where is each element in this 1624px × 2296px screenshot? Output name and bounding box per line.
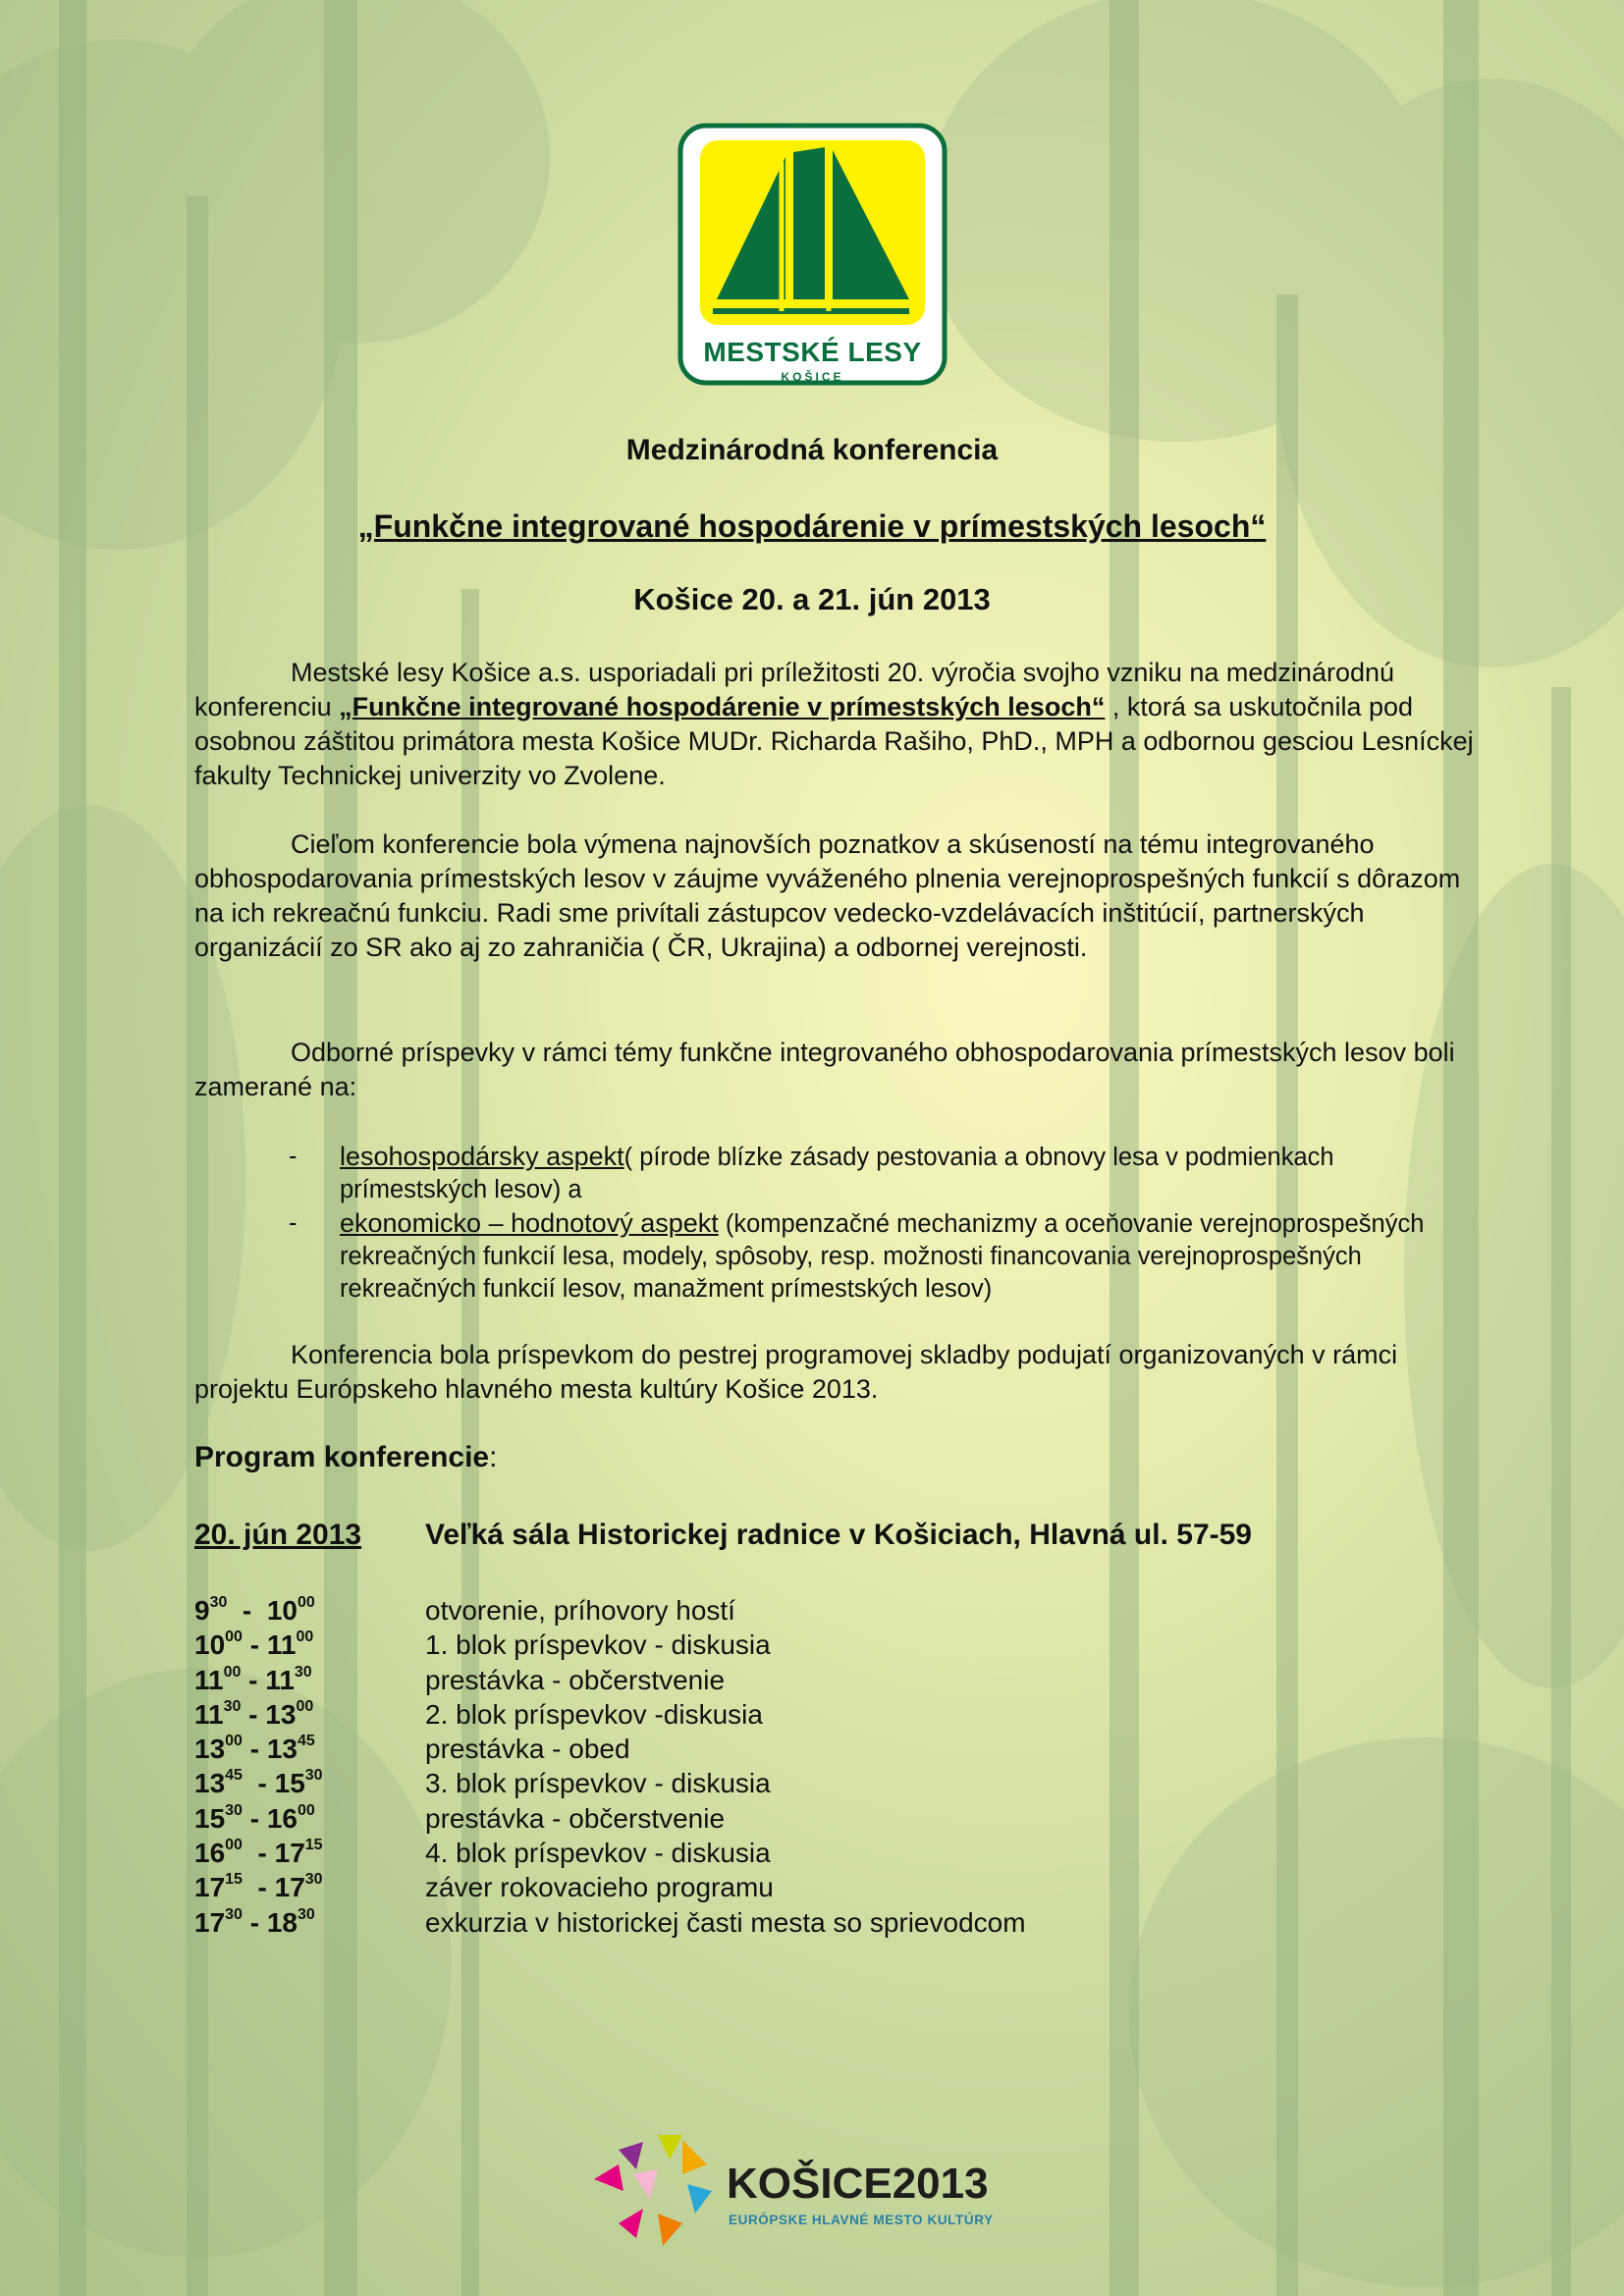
bullet-term: ekonomicko – hodnotový aspekt [340,1208,719,1238]
time-from-hour: 10 [194,1629,226,1661]
paragraph-topics [194,1036,1481,1104]
time-from-minute: 00 [225,1837,243,1854]
time-to-hour: 13 [265,1698,297,1730]
time-from-minute: 30 [223,1697,242,1715]
time-to-hour: 17 [274,1872,305,1903]
time-from-hour: 17 [194,1872,226,1903]
program-heading-text: Program konferencie [194,1441,490,1473]
culture-text: Konferencia bola príspevkom do pestrej programovej skladby podujatí organizovaných v rámci projektu Európskeho hlavného mesta kultúry Košice 2013. [194,1340,1398,1404]
bullet-term: lesohospodársky aspekt [340,1142,624,1171]
time-to-minute: 00 [297,1594,315,1611]
time-to-hour: 13 [266,1734,298,1765]
bullet-text: (kompenzačné mechanizmy a oceňovanie verejnoprospešných rekreačných funkcií lesa, modely, spôsoby, resp. možnosti financovania verejnoprospešných rekreačných funkcií lesov, manažment prímestských lesov) [340,1210,1425,1303]
time-from-hour: 11 [194,1664,224,1695]
time-to-minute: 45 [298,1733,315,1750]
time-from-minute: 00 [225,1629,243,1646]
time-separator: - [242,1802,267,1834]
intro-text-b: , ktorá sa uskutočnila pod osobnou záštitou primátora mesta Košice MUDr. Richarda Rašiho, PhD., MPH a odbornou gesciou Lesníckej fakulty Technickej univerzity vo Zvolene. [194,692,1474,790]
logo-city: KOŠICE [781,370,844,384]
time-from-minute: 00 [223,1663,242,1681]
list-item [194,1207,1481,1306]
schedule-description: prestávka - obed [425,1734,630,1765]
time-to-hour: 10 [266,1595,298,1626]
schedule-description: 4. blok príspevkov - diskusia [425,1838,771,1869]
time-from-hour: 9 [194,1595,210,1626]
paragraph-goal [194,828,1481,965]
time-to-hour: 11 [266,1629,297,1661]
kosice2013-subtitle: EURÓPSKE HLAVNÉ MESTO KULTÚRY [729,2213,994,2227]
time-to-minute: 30 [304,1767,323,1785]
time-separator: - [242,1629,267,1661]
program-heading-colon: : [489,1441,498,1473]
schedule-description: prestávka - občerstvenie [425,1802,726,1834]
time-to-hour: 16 [266,1802,298,1834]
schedule-description: otvorenie, príhovory hostí [425,1595,735,1626]
schedule-time [194,1872,323,1903]
time-from-minute: 30 [225,1801,243,1819]
schedule-time [194,1907,315,1939]
conference-date: Košice 20. a 21. jún 2013 [633,582,991,616]
time-separator: - [242,1838,275,1869]
time-to-minute: 30 [304,1871,323,1889]
schedule-description: prestávka - občerstvenie [425,1664,726,1695]
schedule-description: 2. blok príspevkov -diskusia [425,1698,763,1730]
time-separator: - [242,1906,267,1938]
schedule-time [194,1803,315,1835]
time-to-minute: 30 [294,1663,312,1681]
time-from-hour: 16 [194,1838,226,1869]
program-venue: Veľká sála Historickej radnice v Košiciach, Hlavná ul. 57-59 [425,1519,1252,1551]
kosice2013-name: KOŠICE2013 [727,2160,989,2208]
topics-text: Odborné príspevky v rámci témy funkčne integrovaného obhospodarovania prímestských lesov boli zamerané na: [194,1038,1455,1101]
time-separator: - [242,1872,275,1903]
goal-text: Cieľom konferencie bola výmena najnovších poznatkov a skúseností na tému integrovaného obhospodarovania prímestských lesov v záujme vyváženého plnenia verejnoprospešných funkcií s dôrazom na ich rekreačnú funkciu. Radi sme privítali zástupcov vedecko-vzdelávacích inštitúcií, partnerských organizácií zo SR ako aj zo zahraničia ( ČR, Ukrajina) a odbornej verejnosti. [194,829,1461,962]
kosice2013-emblem [589,2130,717,2253]
time-separator: - [241,1664,266,1695]
program-day: 20. jún 2013 [194,1519,362,1551]
list-item [194,1141,1481,1206]
time-to-minute: 00 [296,1629,314,1646]
time-separator: - [242,1734,267,1765]
paragraph-culture [194,1338,1481,1407]
time-separator: - [227,1595,267,1626]
time-to-minute: 00 [298,1801,315,1819]
time-from-hour: 15 [194,1802,226,1834]
time-from-minute: 00 [225,1733,243,1750]
time-separator: - [242,1768,275,1799]
schedule-time [194,1838,323,1869]
intro-text-a: Mestské lesy Košice a.s. usporiadali pri príležitosti 20. výročia svojho vzniku na medzinárodnú konferenciu [194,658,1395,721]
bullet-dash: - [289,1209,298,1237]
schedule-description: záver rokovacieho programu [425,1872,774,1903]
schedule-time [194,1734,315,1765]
time-to-minute: 15 [304,1837,323,1854]
schedule-time [194,1665,312,1696]
bullet-dash: - [289,1143,298,1170]
time-separator: - [241,1698,266,1730]
time-from-hour: 11 [194,1698,224,1730]
schedule-time [194,1595,315,1627]
schedule-description: exkurzia v historickej časti mesta so sprievodcom [425,1906,1026,1938]
logo-name: MESTSKÉ LESY [703,337,922,367]
schedule-time [194,1629,313,1661]
time-from-minute: 15 [225,1871,243,1889]
program-heading [194,1441,497,1474]
schedule-description: 1. blok príspevkov - diskusia [425,1629,771,1661]
conference-title: „Funkčne integrované hospodárenie v prímestských lesoch“ [357,508,1267,544]
schedule-time [194,1768,323,1799]
schedule-time [194,1699,313,1731]
time-to-hour: 11 [265,1664,295,1695]
time-from-hour: 13 [194,1734,226,1765]
time-to-hour: 18 [266,1906,298,1938]
time-from-minute: 30 [225,1905,243,1923]
time-from-minute: 30 [209,1594,228,1611]
time-from-hour: 17 [194,1906,226,1938]
mestske-lesy-logo [677,123,947,386]
time-to-hour: 17 [274,1838,305,1869]
topics-list [194,1141,1481,1306]
time-from-minute: 45 [225,1767,243,1785]
bullet-text: ( pírode blízke zásady pestovania a obnovy lesa v podmienkach prímestských lesov) a [340,1144,1334,1203]
schedule-description: 3. blok príspevkov - diskusia [425,1768,771,1799]
time-from-hour: 13 [194,1768,226,1799]
intro-title-ref: „Funkčne integrované hospodárenie v prímestských lesoch“ [339,692,1106,721]
time-to-hour: 15 [274,1768,305,1799]
conference-heading: Medzinárodná konferencia [625,434,999,466]
time-to-minute: 30 [298,1905,315,1923]
time-to-minute: 00 [296,1697,314,1715]
paragraph-intro [194,656,1481,793]
kosice2013-logo [589,2130,1001,2253]
